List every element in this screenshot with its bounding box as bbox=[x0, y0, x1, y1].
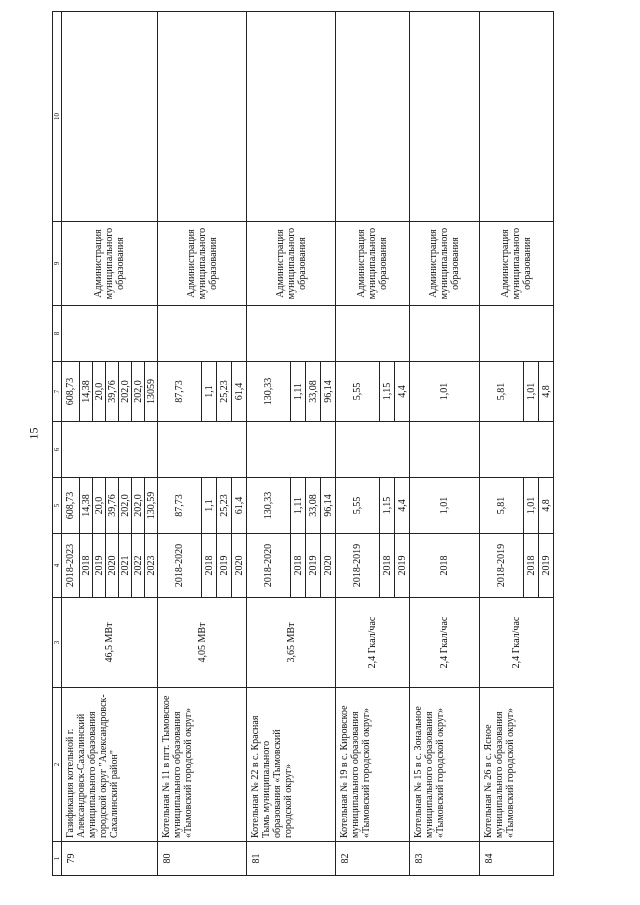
year-cost: 39,76 bbox=[106, 478, 119, 534]
total-funding: 5,81 bbox=[480, 362, 524, 422]
program-table bbox=[52, 11, 554, 876]
total-cost: 1,01 bbox=[410, 478, 480, 534]
year: 2020 bbox=[106, 534, 119, 598]
empty-cell bbox=[480, 306, 554, 362]
year-funding: 13059 bbox=[145, 362, 158, 422]
period: 2018-2023 bbox=[62, 534, 80, 598]
object-name: Котельная № 11 в пгт. Тымовское муниципального образования «Тымовский городской округ» bbox=[158, 688, 247, 842]
year-cost: 202,0 bbox=[132, 478, 145, 534]
year: 2021 bbox=[119, 534, 132, 598]
column-number: 3 bbox=[53, 598, 62, 688]
year-funding: 1,15 bbox=[380, 362, 395, 422]
year-funding: 14,38 bbox=[80, 362, 93, 422]
column-number: 2 bbox=[53, 688, 62, 842]
period: 2018-2019 bbox=[336, 534, 380, 598]
object-name: Котельная № 19 в с. Кировское муниципального образования «Тымовский городской округ» bbox=[336, 688, 410, 842]
responsible: Администрация муниципального образования bbox=[158, 222, 247, 306]
column-number: 5 bbox=[53, 478, 62, 534]
year-cost: 96,14 bbox=[321, 478, 336, 534]
year-cost: 4,4 bbox=[395, 478, 410, 534]
table-row bbox=[247, 12, 291, 876]
period: 2018-2019 bbox=[480, 534, 524, 598]
year: 2018 bbox=[202, 534, 217, 598]
column-number: 1 bbox=[53, 842, 62, 876]
page-number: 15 bbox=[26, 427, 41, 440]
total-funding: 5,55 bbox=[336, 362, 380, 422]
empty-cell bbox=[336, 422, 410, 478]
row-number: 84 bbox=[480, 842, 554, 876]
row-number: 82 bbox=[336, 842, 410, 876]
year: 2020 bbox=[321, 534, 336, 598]
year-funding: 39,76 bbox=[106, 362, 119, 422]
year: 2022 bbox=[132, 534, 145, 598]
capacity: 4,05 МВт bbox=[158, 598, 247, 688]
year-cost: 1,11 bbox=[291, 478, 306, 534]
empty-cell bbox=[410, 306, 480, 362]
responsible: Администрация муниципального образования bbox=[247, 222, 336, 306]
table-row bbox=[336, 12, 380, 876]
capacity: 2,4 Гкал/час bbox=[336, 598, 410, 688]
column-number: 7 bbox=[53, 362, 62, 422]
table-row bbox=[480, 12, 524, 876]
object-name: Газификация котельной г. Александровск-Сахалинский муниципального образования городской округ "Александровск-Сахалинский район" bbox=[62, 688, 158, 842]
year-funding: 1,1 bbox=[202, 362, 217, 422]
year-cost: 1,15 bbox=[380, 478, 395, 534]
year-cost: 61,4 bbox=[232, 478, 247, 534]
table-row bbox=[158, 12, 202, 876]
year: 2018 bbox=[380, 534, 395, 598]
total-cost: 130,33 bbox=[247, 478, 291, 534]
row-number: 81 bbox=[247, 842, 336, 876]
year-funding: 96,14 bbox=[321, 362, 336, 422]
year-cost: 25,23 bbox=[217, 478, 232, 534]
empty-cell bbox=[336, 12, 410, 222]
year: 2019 bbox=[93, 534, 106, 598]
table-row bbox=[62, 12, 80, 876]
row-number: 79 bbox=[62, 842, 158, 876]
empty-cell bbox=[410, 12, 480, 222]
empty-cell bbox=[410, 422, 480, 478]
year-funding: 20,0 bbox=[93, 362, 106, 422]
total-funding: 87,73 bbox=[158, 362, 202, 422]
row-number: 80 bbox=[158, 842, 247, 876]
column-number: 10 bbox=[53, 12, 62, 222]
year-cost: 14,38 bbox=[80, 478, 93, 534]
year-funding: 1,01 bbox=[524, 362, 539, 422]
year-cost: 33,08 bbox=[306, 478, 321, 534]
object-name: Котельная № 22 в с. Красная Тымь муниципального образования «Тымовский городской округ» bbox=[247, 688, 336, 842]
responsible: Администрация муниципального образования bbox=[336, 222, 410, 306]
empty-cell bbox=[62, 12, 158, 222]
column-number: 9 bbox=[53, 222, 62, 306]
period: 2018-2020 bbox=[158, 534, 202, 598]
table-row bbox=[410, 12, 480, 876]
capacity: 2,4 Гкал/час bbox=[410, 598, 480, 688]
total-cost: 87,73 bbox=[158, 478, 202, 534]
empty-cell bbox=[158, 422, 247, 478]
year-funding: 202,0 bbox=[119, 362, 132, 422]
year-cost: 20,0 bbox=[93, 478, 106, 534]
year: 2019 bbox=[539, 534, 554, 598]
total-funding: 1,01 bbox=[410, 362, 480, 422]
total-cost: 5,55 bbox=[336, 478, 380, 534]
year-cost: 202,0 bbox=[119, 478, 132, 534]
object-name: Котельная № 15 в с. Зональное муниципального образования «Тымовский городской округ» bbox=[410, 688, 480, 842]
column-number: 6 bbox=[53, 422, 62, 478]
year: 2019 bbox=[217, 534, 232, 598]
year: 2019 bbox=[395, 534, 410, 598]
year: 2019 bbox=[306, 534, 321, 598]
column-number-row bbox=[53, 12, 62, 876]
empty-cell bbox=[247, 422, 336, 478]
year-funding: 4,8 bbox=[539, 362, 554, 422]
total-funding: 608,73 bbox=[62, 362, 80, 422]
year-cost: 130,59 bbox=[145, 478, 158, 534]
object-name: Котельная № 26 в с. Ясное муниципального образования «Тымовский городской округ» bbox=[480, 688, 554, 842]
year-funding: 1,11 bbox=[291, 362, 306, 422]
total-cost: 608,73 bbox=[62, 478, 80, 534]
year-cost: 1,1 bbox=[202, 478, 217, 534]
empty-cell bbox=[336, 306, 410, 362]
year: 2018 bbox=[291, 534, 306, 598]
capacity: 46,5 МВт bbox=[62, 598, 158, 688]
total-cost: 5,81 bbox=[480, 478, 524, 534]
empty-cell bbox=[62, 422, 158, 478]
year: 2020 bbox=[232, 534, 247, 598]
responsible: Администрация муниципального образования bbox=[480, 222, 554, 306]
year-funding: 25,23 bbox=[217, 362, 232, 422]
responsible: Администрация муниципального образования bbox=[410, 222, 480, 306]
empty-cell bbox=[62, 306, 158, 362]
empty-cell bbox=[247, 12, 336, 222]
year-funding: 61,4 bbox=[232, 362, 247, 422]
total-funding: 130,33 bbox=[247, 362, 291, 422]
column-number: 8 bbox=[53, 306, 62, 362]
empty-cell bbox=[480, 12, 554, 222]
year: 2018 bbox=[524, 534, 539, 598]
year-funding: 202,0 bbox=[132, 362, 145, 422]
period: 2018 bbox=[410, 534, 480, 598]
row-number: 83 bbox=[410, 842, 480, 876]
responsible: Администрация муниципального образования bbox=[62, 222, 158, 306]
year-cost: 4,8 bbox=[539, 478, 554, 534]
empty-cell bbox=[247, 306, 336, 362]
year-funding: 33,08 bbox=[306, 362, 321, 422]
year-funding: 4,4 bbox=[395, 362, 410, 422]
capacity: 2,4 Гкал/час bbox=[480, 598, 554, 688]
empty-cell bbox=[480, 422, 554, 478]
column-number: 4 bbox=[53, 534, 62, 598]
year-cost: 1,01 bbox=[524, 478, 539, 534]
capacity: 3,65 МВт bbox=[247, 598, 336, 688]
period: 2018-2020 bbox=[247, 534, 291, 598]
empty-cell bbox=[158, 306, 247, 362]
year: 2018 bbox=[80, 534, 93, 598]
year: 2023 bbox=[145, 534, 158, 598]
empty-cell bbox=[158, 12, 247, 222]
rotated-table-wrapper bbox=[52, 12, 608, 876]
